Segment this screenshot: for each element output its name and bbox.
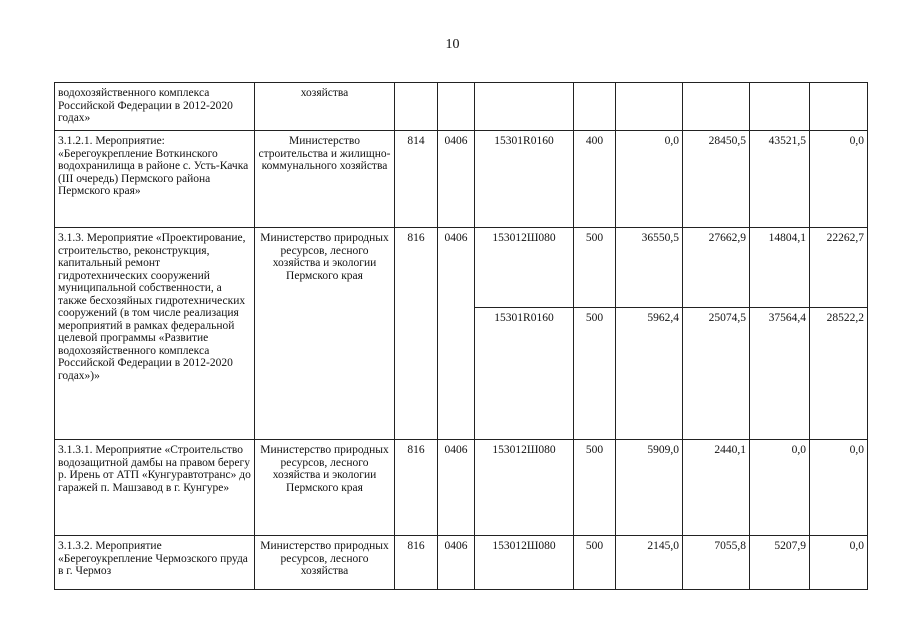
amount-2018: 2145,0 [616, 536, 683, 590]
csr-code: 15301R0160 [475, 131, 574, 228]
grbs-code [395, 83, 438, 131]
table-row [55, 83, 868, 131]
amount-2018: 0,0 [616, 131, 683, 228]
activity-name: водохозяйственного комплекса Российской Федерации в 2012-2020 годах» [55, 83, 255, 131]
vr-code: 500 [574, 536, 616, 590]
grbs-code: 814 [395, 131, 438, 228]
executor: Министерство природных ресурсов, лесного хозяйства и экологии Пермского края [255, 440, 395, 536]
activity-name: 3.1.3. Мероприятие «Проектирование, строительство, реконструкция, капитальный ремонт гидротехнических сооружений муниципальной собственности, а также бесхозяйных гидротехнических сооружений (в том числе реализация мероприятий в рамках федеральной целевой программы «Развитие водохозяйственного комплекса Российской Федерации в 2012-2020 годах»)» [55, 228, 255, 440]
section-code: 0406 [438, 536, 475, 590]
amount-2021: 28522,2 [810, 308, 868, 440]
amount-2021: 22262,7 [810, 228, 868, 308]
amount-2020 [750, 83, 810, 131]
csr-code: 153012Ш080 [475, 536, 574, 590]
vr-code: 400 [574, 131, 616, 228]
amount-2020: 43521,5 [750, 131, 810, 228]
amount-2020: 0,0 [750, 440, 810, 536]
amount-2019: 2440,1 [683, 440, 750, 536]
csr-code: 153012Ш080 [475, 228, 574, 308]
amount-2018: 36550,5 [616, 228, 683, 308]
executor: Министерство природных ресурсов, лесного хозяйства и экологии Пермского края [255, 228, 395, 440]
table-row [55, 228, 868, 308]
executor: хозяйства [255, 83, 395, 131]
grbs-code: 816 [395, 228, 438, 440]
amount-2020: 14804,1 [750, 228, 810, 308]
table-row [55, 440, 868, 536]
amount-2021: 0,0 [810, 440, 868, 536]
amount-2019 [683, 83, 750, 131]
amount-2019: 25074,5 [683, 308, 750, 440]
amount-2019: 27662,9 [683, 228, 750, 308]
vr-code: 500 [574, 308, 616, 440]
csr-code: 15301R0160 [475, 308, 574, 440]
csr-code: 153012Ш080 [475, 440, 574, 536]
activity-name: 3.1.2.1. Мероприятие: «Берегоукрепление Воткинского водохранилища в районе с. Усть-Качка (III очередь) Пермского района Пермского края» [55, 131, 255, 228]
amount-2018 [616, 83, 683, 131]
vr-code: 500 [574, 228, 616, 308]
grbs-code: 816 [395, 440, 438, 536]
activity-name: 3.1.3.1. Мероприятие «Строительство водозащитной дамбы на правом берегу р. Ирень от АТП «Кунгуравтотранс» до гаражей п. Машзавод в г. Кунгуре» [55, 440, 255, 536]
amount-2021: 0,0 [810, 131, 868, 228]
executor: Министерство природных ресурсов, лесного хозяйства [255, 536, 395, 590]
amount-2019: 7055,8 [683, 536, 750, 590]
section-code [438, 83, 475, 131]
vr-code: 500 [574, 440, 616, 536]
section-code: 0406 [438, 440, 475, 536]
amount-2021 [810, 83, 868, 131]
table-row [55, 536, 868, 590]
section-code: 0406 [438, 131, 475, 228]
csr-code [475, 83, 574, 131]
table-row [55, 131, 868, 228]
amount-2020: 5207,9 [750, 536, 810, 590]
amount-2021: 0,0 [810, 536, 868, 590]
amount-2019: 28450,5 [683, 131, 750, 228]
section-code: 0406 [438, 228, 475, 440]
budget-table [54, 82, 868, 590]
activity-name: 3.1.3.2. Мероприятие «Берегоукрепление Чермозского пруда в г. Чермоз [55, 536, 255, 590]
amount-2018: 5909,0 [616, 440, 683, 536]
grbs-code: 816 [395, 536, 438, 590]
amount-2018: 5962,4 [616, 308, 683, 440]
page-number: 10 [445, 37, 460, 52]
vr-code [574, 83, 616, 131]
amount-2020: 37564,4 [750, 308, 810, 440]
executor: Министерство строительства и жилищно-коммунального хозяйства [255, 131, 395, 228]
